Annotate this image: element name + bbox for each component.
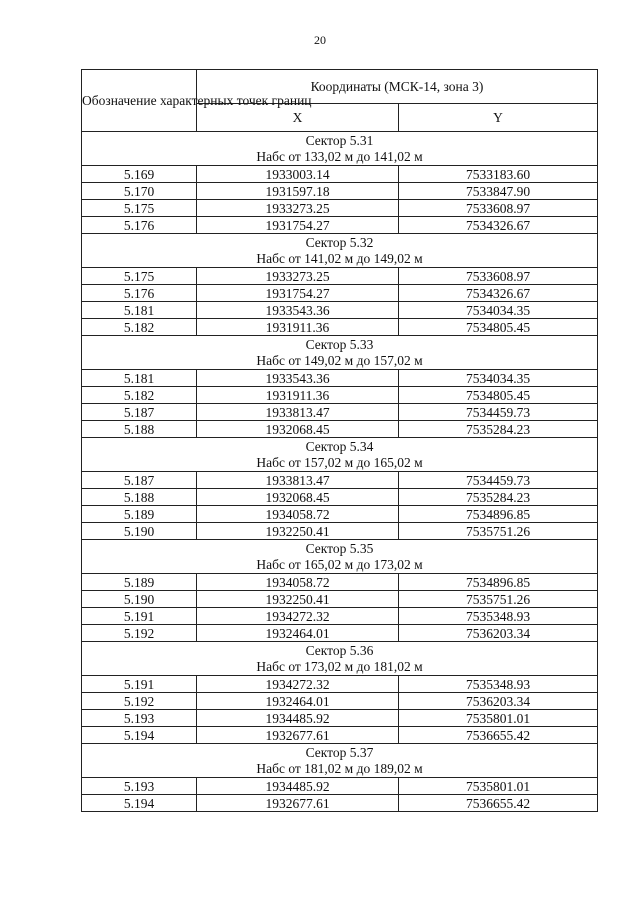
point-id-cell: 5.175: [82, 200, 197, 217]
point-id-cell: 5.188: [82, 489, 197, 506]
x-coordinate-cell: 1934485.92: [197, 778, 399, 795]
x-coordinate-cell: 1932464.01: [197, 625, 399, 642]
point-id-cell: 5.194: [82, 795, 197, 812]
y-coordinate-cell: 7536655.42: [399, 795, 598, 812]
table-row: [82, 523, 598, 540]
table-row: [82, 693, 598, 710]
sector-title: Сектор 5.37: [305, 744, 374, 760]
table-row: [82, 404, 598, 421]
x-coordinate-cell: 1932068.45: [197, 421, 399, 438]
x-coordinate-cell: 1934272.32: [197, 676, 399, 693]
sector-title: Сектор 5.34: [305, 438, 374, 454]
sector-header-row: [82, 132, 598, 166]
x-coordinate-cell: 1931754.27: [197, 285, 399, 302]
table-row: [82, 591, 598, 608]
x-coordinate-cell: 1933273.25: [197, 268, 399, 285]
point-id-cell: 5.189: [82, 506, 197, 523]
sector-title: Сектор 5.35: [305, 540, 374, 556]
point-id-cell: 5.187: [82, 404, 197, 421]
table-row: [82, 727, 598, 744]
sector-height-range: Набс от 149,02 м до 157,02 м: [256, 352, 423, 368]
sector-header-cell: [82, 438, 598, 472]
sector-header-cell: [82, 642, 598, 676]
point-id-cell: 5.181: [82, 370, 197, 387]
x-coordinate-cell: 1931911.36: [197, 319, 399, 336]
table-row: [82, 268, 598, 285]
y-coordinate-cell: 7534034.35: [399, 302, 598, 319]
x-coordinate-cell: 1934058.72: [197, 574, 399, 591]
point-id-cell: 5.191: [82, 608, 197, 625]
point-id-cell: 5.181: [82, 302, 197, 319]
table-row: [82, 217, 598, 234]
sector-height-range: Набс от 133,02 м до 141,02 м: [256, 148, 423, 164]
y-coordinate-cell: 7536655.42: [399, 727, 598, 744]
y-coordinate-cell: 7535751.26: [399, 523, 598, 540]
table-row: [82, 370, 598, 387]
point-id-cell: 5.193: [82, 710, 197, 727]
x-coordinate-cell: 1932464.01: [197, 693, 399, 710]
sector-title: Сектор 5.31: [305, 132, 374, 148]
point-id-cell: 5.176: [82, 285, 197, 302]
sector-header-row: [82, 540, 598, 574]
y-coordinate-cell: 7534805.45: [399, 387, 598, 404]
point-id-cell: 5.187: [82, 472, 197, 489]
y-coordinate-cell: 7536203.34: [399, 625, 598, 642]
y-coordinate-cell: 7534034.35: [399, 370, 598, 387]
y-coordinate-cell: 7534459.73: [399, 404, 598, 421]
table-row: [82, 387, 598, 404]
table-row: [82, 421, 598, 438]
point-id-cell: 5.190: [82, 591, 197, 608]
page-number: 20: [314, 33, 326, 47]
x-coordinate-cell: 1934058.72: [197, 506, 399, 523]
sector-header-cell: [82, 132, 598, 166]
x-coordinate-cell: 1932250.41: [197, 591, 399, 608]
y-coordinate-cell: 7534326.67: [399, 217, 598, 234]
sector-header-row: [82, 744, 598, 778]
y-coordinate-cell: 7535348.93: [399, 608, 598, 625]
y-coordinate-cell: 7533608.97: [399, 200, 598, 217]
point-id-cell: 5.170: [82, 183, 197, 200]
x-coordinate-cell: 1931597.18: [197, 183, 399, 200]
table-row: [82, 795, 598, 812]
point-id-cell: 5.193: [82, 778, 197, 795]
point-id-cell: 5.188: [82, 421, 197, 438]
y-coordinate-cell: 7533608.97: [399, 268, 598, 285]
y-coordinate-cell: 7533183.60: [399, 166, 598, 183]
sector-header-row: [82, 336, 598, 370]
y-coordinate-cell: 7536203.34: [399, 693, 598, 710]
point-id-cell: 5.169: [82, 166, 197, 183]
x-coordinate-cell: 1931911.36: [197, 387, 399, 404]
y-coordinate-cell: 7535348.93: [399, 676, 598, 693]
sector-header-row: [82, 438, 598, 472]
table-row: [82, 778, 598, 795]
x-coordinate-cell: 1933273.25: [197, 200, 399, 217]
x-coordinate-cell: 1933543.36: [197, 302, 399, 319]
point-id-cell: 5.194: [82, 727, 197, 744]
table-row: [82, 200, 598, 217]
table-row: [82, 183, 598, 200]
sector-height-range: Набс от 157,02 м до 165,02 м: [256, 454, 423, 470]
point-id-cell: 5.190: [82, 523, 197, 540]
table-row: [82, 166, 598, 183]
y-coordinate-cell: 7534326.67: [399, 285, 598, 302]
sector-header-cell: [82, 744, 598, 778]
x-coordinate-cell: 1934485.92: [197, 710, 399, 727]
point-id-cell: 5.182: [82, 387, 197, 404]
sector-height-range: Набс от 173,02 м до 181,02 м: [256, 658, 423, 674]
y-coordinate-cell: 7534896.85: [399, 574, 598, 591]
y-coordinate-cell: 7535801.01: [399, 778, 598, 795]
y-coordinate-cell: 7534459.73: [399, 472, 598, 489]
table-row: [82, 676, 598, 693]
x-coordinate-cell: 1933813.47: [197, 404, 399, 421]
table-row: [82, 472, 598, 489]
sector-header-row: [82, 234, 598, 268]
x-coordinate-cell: 1933543.36: [197, 370, 399, 387]
y-coordinate-cell: 7533847.90: [399, 183, 598, 200]
table-body: [82, 132, 598, 812]
table-row: [82, 710, 598, 727]
sector-title: Сектор 5.32: [305, 234, 374, 250]
x-coordinate-cell: 1932677.61: [197, 795, 399, 812]
coordinates-table: [81, 69, 598, 812]
sector-header-cell: [82, 540, 598, 574]
sector-header-cell: [82, 234, 598, 268]
point-id-cell: 5.175: [82, 268, 197, 285]
point-id-cell: 5.189: [82, 574, 197, 591]
y-coordinate-cell: 7535284.23: [399, 421, 598, 438]
table-row: [82, 574, 598, 591]
table-row: [82, 285, 598, 302]
point-id-cell: 5.192: [82, 693, 197, 710]
y-coordinate-cell: 7535284.23: [399, 489, 598, 506]
x-coordinate-cell: 1934272.32: [197, 608, 399, 625]
x-coordinate-cell: 1933003.14: [197, 166, 399, 183]
x-coordinate-cell: 1933813.47: [197, 472, 399, 489]
sector-header-row: [82, 642, 598, 676]
point-column-header: Обозначение характерных точек границ: [82, 70, 197, 132]
table-row: [82, 625, 598, 642]
sector-title: Сектор 5.36: [305, 642, 374, 658]
x-coordinate-cell: 1931754.27: [197, 217, 399, 234]
x-column-header: X: [197, 103, 399, 131]
sector-height-range: Набс от 181,02 м до 189,02 м: [256, 760, 423, 776]
table-row: [82, 302, 598, 319]
x-coordinate-cell: 1932250.41: [197, 523, 399, 540]
table-row: [82, 319, 598, 336]
y-coordinate-cell: 7534896.85: [399, 506, 598, 523]
point-id-cell: 5.191: [82, 676, 197, 693]
table-row: [82, 506, 598, 523]
y-coordinate-cell: 7535801.01: [399, 710, 598, 727]
point-id-cell: 5.182: [82, 319, 197, 336]
y-coordinate-cell: 7534805.45: [399, 319, 598, 336]
table-row: [82, 489, 598, 506]
point-id-cell: 5.176: [82, 217, 197, 234]
x-coordinate-cell: 1932677.61: [197, 727, 399, 744]
y-column-header: Y: [399, 103, 598, 131]
sector-title: Сектор 5.33: [305, 336, 374, 352]
point-id-cell: 5.192: [82, 625, 197, 642]
table-row: [82, 608, 598, 625]
sector-height-range: Набс от 165,02 м до 173,02 м: [256, 556, 423, 572]
y-coordinate-cell: 7535751.26: [399, 591, 598, 608]
sector-header-cell: [82, 336, 598, 370]
x-coordinate-cell: 1932068.45: [197, 489, 399, 506]
sector-height-range: Набс от 141,02 м до 149,02 м: [256, 250, 423, 266]
coordinates-header: Координаты (МСК-14, зона 3): [197, 70, 598, 104]
